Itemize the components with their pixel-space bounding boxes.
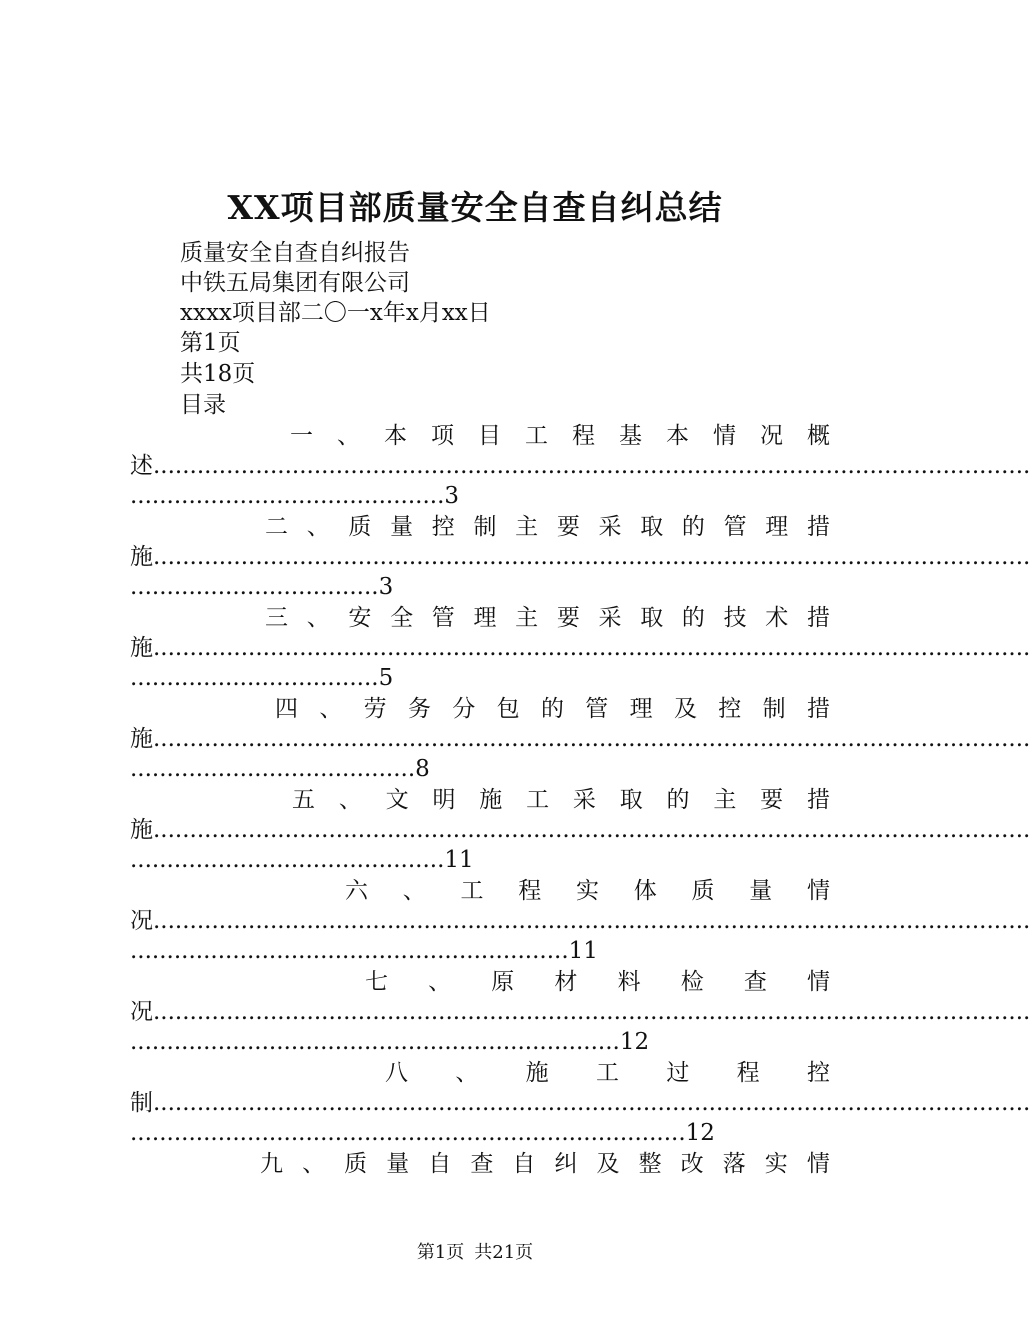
toc-title-char: 、 xyxy=(455,1060,479,1086)
toc-title-char: 主 xyxy=(713,787,737,813)
toc-title-char: 实 xyxy=(764,1151,788,1177)
toc-title-char: 包 xyxy=(496,696,520,722)
toc-title-char: 自 xyxy=(512,1151,536,1177)
report-title-line: 质量安全自查自纠报告 xyxy=(180,240,410,266)
toc-title-char: 基 xyxy=(619,423,642,449)
toc-entry-title-end: 述 xyxy=(130,453,153,479)
toc-title-char: 二 xyxy=(265,514,288,540)
toc-title-char: 质 xyxy=(348,514,372,540)
document-title: XX项目部质量安全自查自纠总结 xyxy=(227,188,723,227)
toc-entry-title-end: 况 xyxy=(130,999,153,1025)
toc-entry-title xyxy=(265,603,830,633)
toc-title-char: 情 xyxy=(806,969,830,995)
toc-title-char: 理 xyxy=(629,696,653,722)
toc-title-char: 查 xyxy=(743,969,767,995)
toc-title-char: 、 xyxy=(306,514,330,540)
toc-title-char: 原 xyxy=(491,969,515,995)
toc-title-char: 制 xyxy=(473,514,497,540)
toc-title-char: 、 xyxy=(306,605,330,631)
toc-entry-title-end: 施 xyxy=(130,635,153,661)
toc-leader-dots: ........................................................................................................................ xyxy=(153,817,1030,843)
toc-title-char: 工 xyxy=(595,1060,619,1086)
toc-title-char: 情 xyxy=(807,878,830,904)
toc-leader-dots: ........................................................................................................................ xyxy=(153,544,1030,570)
toc-title-char: 三 xyxy=(265,605,288,631)
toc-title-char: 取 xyxy=(640,605,664,631)
toc-title-char: 情 xyxy=(713,423,736,449)
toc-title-char: 体 xyxy=(633,878,657,904)
project-date-line: xxxx项目部二〇一x年x月xx日 xyxy=(180,300,491,326)
toc-title-char: 措 xyxy=(806,696,830,722)
toc-title-char: 本 xyxy=(384,423,407,449)
toc-title-char: 施 xyxy=(479,787,503,813)
toc-title-char: 劳 xyxy=(363,696,387,722)
company-line: 中铁五局集团有限公司 xyxy=(180,270,410,296)
toc-title-char: 管 xyxy=(585,696,609,722)
toc-title-char: 文 xyxy=(385,787,409,813)
toc-entry-title xyxy=(265,512,830,542)
toc-title-char: 况 xyxy=(760,423,783,449)
toc-title-char: 量 xyxy=(386,1151,410,1177)
toc-page-number: 3 xyxy=(378,574,394,600)
toc-title-char: 情 xyxy=(806,1151,830,1177)
toc-title-char: 主 xyxy=(515,605,539,631)
toc-title-char: 要 xyxy=(556,605,580,631)
toc-leader-dots: ........................................................................................................................ xyxy=(153,1090,1030,1116)
toc-title-char: 务 xyxy=(407,696,431,722)
toc-entry-title xyxy=(290,421,830,451)
toc-title-char: 、 xyxy=(428,969,452,995)
toc-title-char: 检 xyxy=(680,969,704,995)
toc-title-char: 控 xyxy=(806,1060,830,1086)
toc-title-char: 制 xyxy=(762,696,786,722)
toc-title-char: 、 xyxy=(337,423,360,449)
toc-heading: 目录 xyxy=(180,392,226,418)
toc-entry-title xyxy=(365,967,830,997)
toc-title-char: 概 xyxy=(807,423,830,449)
toc-title-char: 质 xyxy=(344,1151,368,1177)
page-footer xyxy=(0,1240,950,1266)
toc-entry-title xyxy=(345,876,830,906)
toc-entry-title xyxy=(260,1149,830,1179)
toc-title-char: 控 xyxy=(431,514,455,540)
toc-title-char: 纠 xyxy=(554,1151,578,1177)
toc-leader-dots: ............................................................................ xyxy=(130,1120,686,1146)
toc-leader-dots: .................................. xyxy=(130,574,379,600)
footer-page-number: 第1页 xyxy=(416,1242,465,1263)
toc-title-char: 量 xyxy=(749,878,773,904)
toc-title-char: 的 xyxy=(666,787,690,813)
toc-leader-dots: ....................................... xyxy=(130,756,416,782)
toc-title-char: 取 xyxy=(619,787,643,813)
toc-leader-dots: ........................................................................................................................ xyxy=(153,726,1030,752)
toc-title-char: 分 xyxy=(452,696,476,722)
toc-title-char: 要 xyxy=(556,514,580,540)
toc-title-char: 管 xyxy=(431,605,455,631)
toc-title-char: 施 xyxy=(525,1060,549,1086)
toc-page-number: 11 xyxy=(568,938,598,964)
toc-title-char: 工 xyxy=(526,787,550,813)
toc-title-char: 自 xyxy=(428,1151,452,1177)
toc-page-number: 8 xyxy=(415,756,430,782)
toc-title-char: 采 xyxy=(572,787,596,813)
toc-title-char: 及 xyxy=(673,696,697,722)
toc-leader-dots: ........................................... xyxy=(130,847,445,873)
toc-title-char: 料 xyxy=(617,969,641,995)
toc-title-char: 及 xyxy=(596,1151,620,1177)
toc-title-char: 七 xyxy=(365,969,388,995)
toc-title-char: 一 xyxy=(290,423,313,449)
toc-entry-title xyxy=(385,1058,830,1088)
toc-leader-dots: ........................................................................................................................ xyxy=(153,635,1030,661)
toc-title-char: 安 xyxy=(348,605,372,631)
toc-title-char: 质 xyxy=(691,878,715,904)
toc-title-char: 全 xyxy=(390,605,414,631)
toc-title-char: 六 xyxy=(345,878,368,904)
toc-title-char: 的 xyxy=(540,696,564,722)
toc-title-char: 理 xyxy=(765,514,789,540)
toc-leader-dots: ................................................................... xyxy=(130,1029,620,1055)
toc-entry-title-end: 施 xyxy=(130,817,153,843)
toc-title-char: 的 xyxy=(681,605,705,631)
page-number-line: 第1页 xyxy=(180,330,241,356)
toc-title-char: 技 xyxy=(723,605,747,631)
toc-title-char: 要 xyxy=(760,787,784,813)
toc-title-char: 、 xyxy=(402,878,426,904)
toc-title-char: 主 xyxy=(515,514,539,540)
toc-title-char: 采 xyxy=(598,514,622,540)
toc-leader-dots: ........................................................................................................................ xyxy=(153,453,1030,479)
toc-title-char: 工 xyxy=(525,423,548,449)
toc-title-char: 九 xyxy=(260,1151,283,1177)
toc-title-char: 取 xyxy=(640,514,664,540)
toc-title-char: 措 xyxy=(806,514,830,540)
toc-page-number: 12 xyxy=(685,1120,715,1146)
toc-title-char: 整 xyxy=(638,1151,662,1177)
toc-title-char: 措 xyxy=(806,605,830,631)
toc-leader-dots: .................................. xyxy=(130,665,379,691)
footer-page-total: 共21页 xyxy=(474,1242,534,1263)
toc-title-char: 管 xyxy=(723,514,747,540)
toc-leader-dots: ............................................................ xyxy=(130,938,569,964)
toc-title-char: 材 xyxy=(554,969,578,995)
toc-title-char: 四 xyxy=(275,696,298,722)
toc-title-char: 过 xyxy=(666,1060,690,1086)
toc-title-char: 量 xyxy=(390,514,414,540)
toc-title-char: 采 xyxy=(598,605,622,631)
toc-title-char: 本 xyxy=(666,423,689,449)
toc-entry-title-end: 施 xyxy=(130,726,153,752)
toc-title-char: 查 xyxy=(470,1151,494,1177)
toc-leader-dots: ........................................................................................................................ xyxy=(153,908,1030,934)
toc-page-number: 11 xyxy=(444,847,474,873)
toc-leader-dots: ........................................................................................................................ xyxy=(153,999,1030,1025)
toc-title-char: 工 xyxy=(460,878,484,904)
page-total-line: 共18页 xyxy=(180,361,256,387)
toc-title-char: 目 xyxy=(478,423,501,449)
toc-page-number: 12 xyxy=(619,1029,650,1055)
toc-title-char: 程 xyxy=(572,423,595,449)
toc-title-char: 的 xyxy=(681,514,705,540)
toc-entry-title-end: 制 xyxy=(130,1090,153,1116)
toc-title-char: 措 xyxy=(806,787,830,813)
toc-page-number: 5 xyxy=(378,665,394,691)
toc-title-char: 落 xyxy=(722,1151,746,1177)
toc-title-char: 改 xyxy=(680,1151,704,1177)
toc-title-char: 五 xyxy=(292,787,315,813)
toc-title-char: 控 xyxy=(718,696,742,722)
toc-entry-title xyxy=(292,785,830,815)
toc-entry-title-end: 况 xyxy=(130,908,153,934)
toc-leader-dots: ........................................... xyxy=(130,483,445,509)
toc-page-number: 3 xyxy=(444,483,460,509)
toc-title-char: 实 xyxy=(576,878,599,904)
toc-entry-title-end: 施 xyxy=(130,544,153,570)
toc-title-char: 、 xyxy=(302,1151,326,1177)
toc-title-char: 明 xyxy=(432,787,456,813)
toc-entry-title xyxy=(275,694,830,724)
toc-title-char: 术 xyxy=(765,605,789,631)
toc-title-char: 项 xyxy=(431,423,454,449)
toc-title-char: 程 xyxy=(736,1060,760,1086)
toc-title-char: 理 xyxy=(473,605,497,631)
toc-title-char: 程 xyxy=(518,878,542,904)
toc-title-char: 、 xyxy=(338,787,362,813)
toc-title-char: 八 xyxy=(385,1060,408,1086)
toc-title-char: 、 xyxy=(319,696,343,722)
